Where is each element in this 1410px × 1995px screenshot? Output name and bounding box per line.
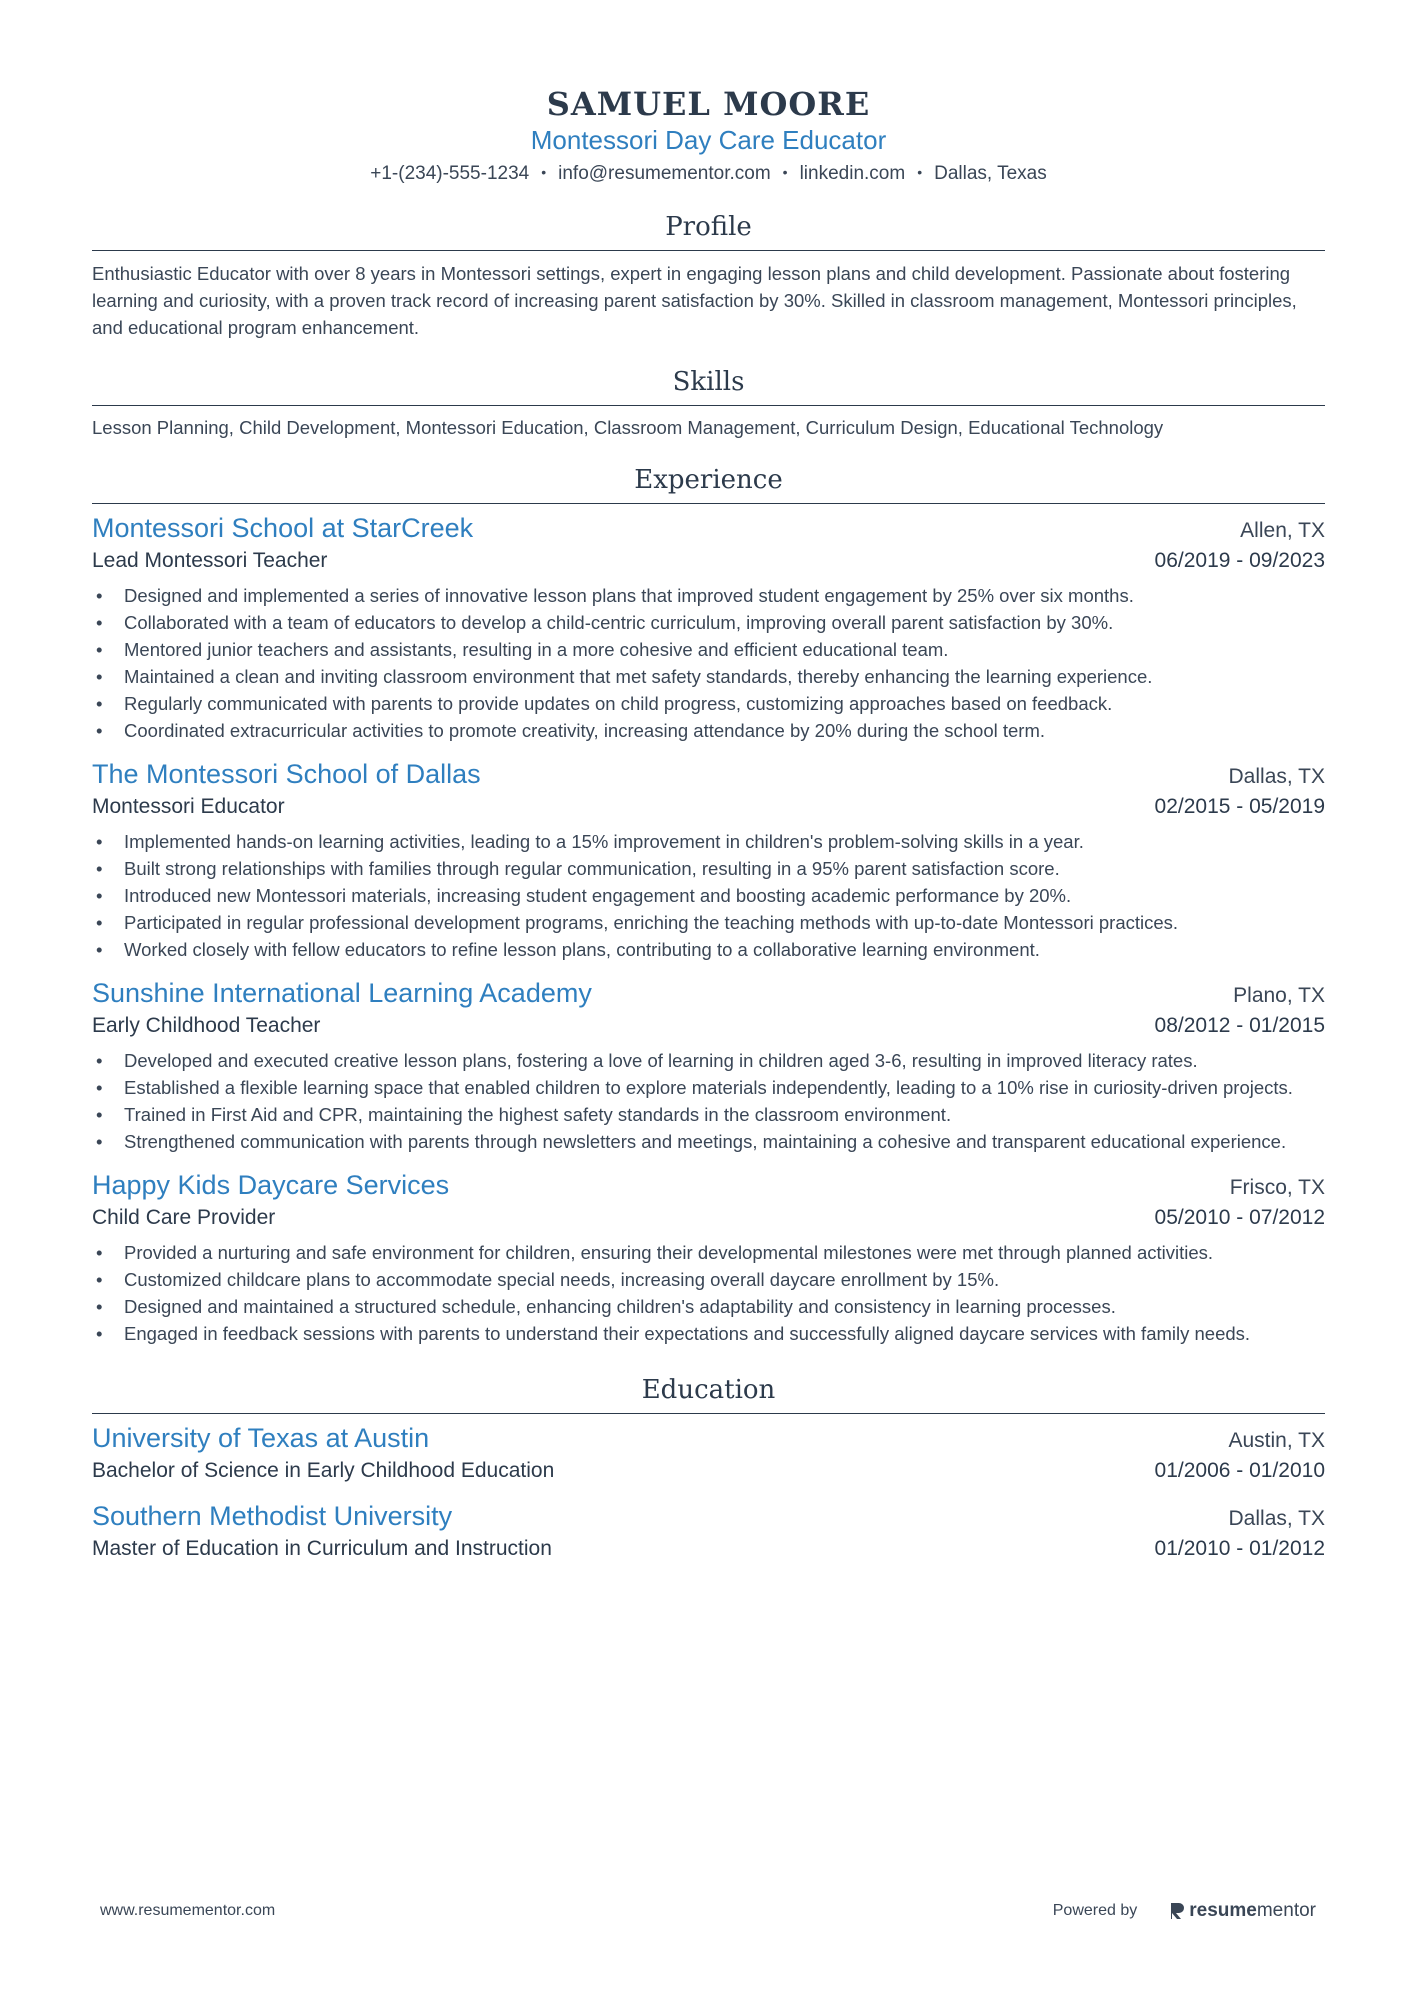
section-title-experience: Experience — [634, 465, 783, 495]
achievement-list — [92, 582, 1325, 744]
skills-text: Lesson Planning, Child Development, Montessori Education, Classroom Management, Curriculum Design, Educational Technology — [92, 417, 1164, 438]
list-item: • Coordinated extracurricular activities to promote creativity, increasing attendance by 20% during the school term. — [92, 717, 1325, 744]
contact-line — [92, 158, 1325, 188]
job-dates: 06/2019 - 09/2023 — [1154, 549, 1325, 572]
achievement-list — [92, 1047, 1325, 1155]
resumementor-logo[interactable] — [1169, 1900, 1316, 1922]
section-divider — [92, 250, 1325, 251]
list-item: • Participated in regular professional development programs, enriching the teaching methods with up-to-date Montessori practices. — [92, 909, 1325, 936]
powered-by — [1053, 1900, 1316, 1922]
job-dates: 02/2015 - 05/2019 — [1154, 795, 1325, 818]
degree: Bachelor of Science in Early Childhood Education — [92, 1459, 555, 1482]
list-item: • Trained in First Aid and CPR, maintaining the highest safety standards in the classroom environment. — [92, 1101, 1325, 1128]
list-item: • Provided a nurturing and safe environment for children, ensuring their developmental milestones were met through planned activities. — [92, 1239, 1325, 1266]
degree: Master of Education in Curriculum and Instruction — [92, 1537, 552, 1560]
job-role: Child Care Provider — [92, 1206, 276, 1229]
list-item: • Implemented hands-on learning activities, leading to a 15% improvement in children's problem-solving skills in a year. — [92, 828, 1325, 855]
location: Dallas, Texas — [934, 163, 1047, 184]
employer-name: Montessori School at StarCreek — [92, 513, 474, 543]
experience-entry — [92, 1167, 1325, 1347]
job-role: Early Childhood Teacher — [92, 1014, 321, 1037]
resume-header — [92, 0, 1325, 188]
job-location: Dallas, TX — [1228, 765, 1325, 788]
candidate-name: SAMUEL MOORE — [546, 85, 871, 123]
brand-name-bold: resume — [1189, 1900, 1257, 1921]
resume-page — [92, 0, 1325, 1564]
job-dates: 08/2012 - 01/2015 — [1154, 1014, 1325, 1037]
education-entry — [92, 1498, 1325, 1564]
list-item: • Engaged in feedback sessions with parents to understand their expectations and successfully aligned daycare services with family needs. — [92, 1320, 1325, 1347]
experience-entry — [92, 510, 1325, 744]
section-title-profile: Profile — [665, 212, 752, 242]
list-item: • Designed and implemented a series of innovative lesson plans that improved student engagement by 25% over six months. — [92, 582, 1325, 609]
education-section — [92, 1373, 1325, 1564]
list-item: • Strengthened communication with parents through newsletters and meetings, maintaining a cohesive and transparent educational experience. — [92, 1128, 1325, 1155]
education-entry — [92, 1420, 1325, 1486]
candidate-title: Montessori Day Care Educator — [530, 125, 887, 155]
section-divider — [92, 503, 1325, 504]
section-divider — [92, 405, 1325, 406]
list-item: • Worked closely with fellow educators to refine lesson plans, contributing to a collaborative learning environment. — [92, 936, 1325, 963]
list-item: • Built strong relationships with families through regular communication, resulting in a 95% parent satisfaction score. — [92, 855, 1325, 882]
study-dates: 01/2006 - 01/2010 — [1154, 1459, 1325, 1482]
powered-by-label: Powered by — [1052, 1902, 1138, 1919]
experience-entry — [92, 975, 1325, 1155]
list-item: • Introduced new Montessori materials, increasing student engagement and boosting academic performance by 20%. — [92, 882, 1325, 909]
school-location: Austin, TX — [1228, 1429, 1325, 1452]
study-dates: 01/2010 - 01/2012 — [1154, 1537, 1325, 1560]
job-dates: 05/2010 - 07/2012 — [1154, 1206, 1325, 1229]
list-item: • Collaborated with a team of educators to develop a child-centric curriculum, improving overall parent satisfaction by 30%. — [92, 609, 1325, 636]
list-item: • Designed and maintained a structured schedule, enhancing children's adaptability and consistency in learning processes. — [92, 1293, 1325, 1320]
experience-entry — [92, 756, 1325, 963]
resumementor-logo-icon — [1169, 1901, 1185, 1921]
achievement-list — [92, 828, 1325, 963]
skills-section — [92, 365, 1325, 441]
list-item: • Mentored junior teachers and assistants, resulting in a more cohesive and efficient educational team. — [92, 636, 1325, 663]
employer-name: Sunshine International Learning Academy — [92, 978, 592, 1008]
profile-section — [92, 210, 1325, 341]
footer-website-link[interactable]: www.resumementor.com — [100, 1902, 276, 1919]
list-item: • Regularly communicated with parents to provide updates on child progress, customizing approaches based on feedback. — [92, 690, 1325, 717]
separator: • — [782, 164, 788, 180]
section-divider — [92, 1413, 1325, 1414]
achievement-list — [92, 1239, 1325, 1347]
job-role: Montessori Educator — [92, 795, 285, 818]
employer-name: The Montessori School of Dallas — [92, 759, 481, 789]
employer-name: Happy Kids Daycare Services — [92, 1170, 450, 1200]
section-title-skills: Skills — [672, 367, 745, 397]
phone: +1-(234)-555-1234 — [370, 163, 530, 184]
brand-name-thin: mentor — [1256, 1900, 1316, 1921]
section-title-education: Education — [641, 1375, 776, 1405]
list-item: • Maintained a clean and inviting classroom environment that met safety standards, thereby enhancing the learning experience. — [92, 663, 1325, 690]
profile-text: Enthusiastic Educator with over 8 years in Montessori settings, expert in engaging lesson plans and child development. Passionate about fostering learning and curiosity, with a proven track record of increasing parent satisfaction by 30%. Skilled in classroom management, Montessori principles, and educational program enhancement. — [92, 263, 1297, 338]
job-location: Frisco, TX — [1229, 1176, 1325, 1199]
job-location: Plano, TX — [1233, 984, 1325, 1007]
job-role: Lead Montessori Teacher — [92, 549, 328, 572]
school-name: University of Texas at Austin — [92, 1423, 430, 1453]
separator: • — [541, 164, 547, 180]
page-footer — [100, 1900, 1316, 1922]
email[interactable]: info@resumementor.com — [558, 163, 771, 184]
list-item: • Developed and executed creative lesson plans, fostering a love of learning in children aged 3-6, resulting in improved literacy rates. — [92, 1047, 1325, 1074]
experience-section — [92, 463, 1325, 1347]
school-location: Dallas, TX — [1228, 1507, 1325, 1530]
list-item: • Established a flexible learning space that enabled children to explore materials independently, leading to a 10% rise in curiosity-driven projects. — [92, 1074, 1325, 1101]
website-link[interactable]: linkedin.com — [799, 163, 906, 184]
school-name: Southern Methodist University — [92, 1501, 453, 1531]
separator: • — [917, 164, 923, 180]
list-item: • Customized childcare plans to accommodate special needs, increasing overall daycare enrollment by 15%. — [92, 1266, 1325, 1293]
job-location: Allen, TX — [1240, 519, 1325, 542]
